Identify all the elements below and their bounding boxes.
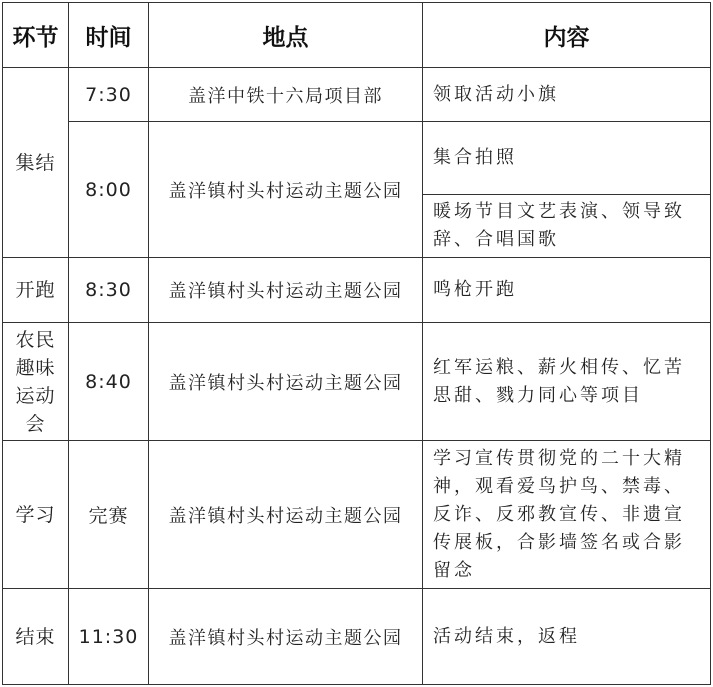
header-stage: 环节: [3, 3, 69, 68]
table-row: [3, 441, 711, 589]
content-cell: 学习宣传贯彻党的二十大精神，观看爱鸟护鸟、禁毒、反诈、反邪教宣传、非遗宣传展板，合影墙签名或合影留念: [423, 441, 711, 589]
place-cell: 盖洋镇村头村运动主题公园: [149, 441, 423, 589]
content-cell: 暖场节目文艺表演、领导致辞、合唱国歌: [423, 195, 711, 258]
place-cell: 盖洋中铁十六局项目部: [149, 68, 423, 122]
table-row: [3, 258, 711, 323]
table-row: [3, 122, 711, 195]
place-cell: 盖洋镇村头村运动主题公园: [149, 589, 423, 685]
table-row: [3, 323, 711, 441]
time-cell: 8:30: [69, 258, 149, 323]
schedule-table: [2, 2, 711, 685]
stage-cell: 学习: [3, 441, 69, 589]
place-cell: 盖洋镇村头村运动主题公园: [149, 258, 423, 323]
content-cell: 鸣枪开跑: [423, 258, 711, 323]
header-row: [3, 3, 711, 68]
table-row: [3, 589, 711, 685]
stage-cell-gather: 集结: [3, 68, 69, 258]
time-cell: 11:30: [69, 589, 149, 685]
time-cell: 7:30: [69, 68, 149, 122]
time-cell: 完赛: [69, 441, 149, 589]
content-cell: 红军运粮、薪火相传、忆苦思甜、戮力同心等项目: [423, 323, 711, 441]
stage-cell: 开跑: [3, 258, 69, 323]
content-cell: 活动结束，返程: [423, 589, 711, 685]
header-time: 时间: [69, 3, 149, 68]
time-cell: 8:00: [69, 122, 149, 258]
table-row: [3, 68, 711, 122]
header-place: 地点: [149, 3, 423, 68]
content-cell: 领取活动小旗: [423, 68, 711, 122]
content-cell: 集合拍照: [423, 122, 711, 195]
stage-cell: 结束: [3, 589, 69, 685]
place-cell: 盖洋镇村头村运动主题公园: [149, 122, 423, 258]
stage-label: 农民趣味运动会: [15, 328, 56, 435]
stage-cell: [3, 323, 69, 441]
header-content: 内容: [423, 3, 711, 68]
place-cell: 盖洋镇村头村运动主题公园: [149, 323, 423, 441]
time-cell: 8:40: [69, 323, 149, 441]
